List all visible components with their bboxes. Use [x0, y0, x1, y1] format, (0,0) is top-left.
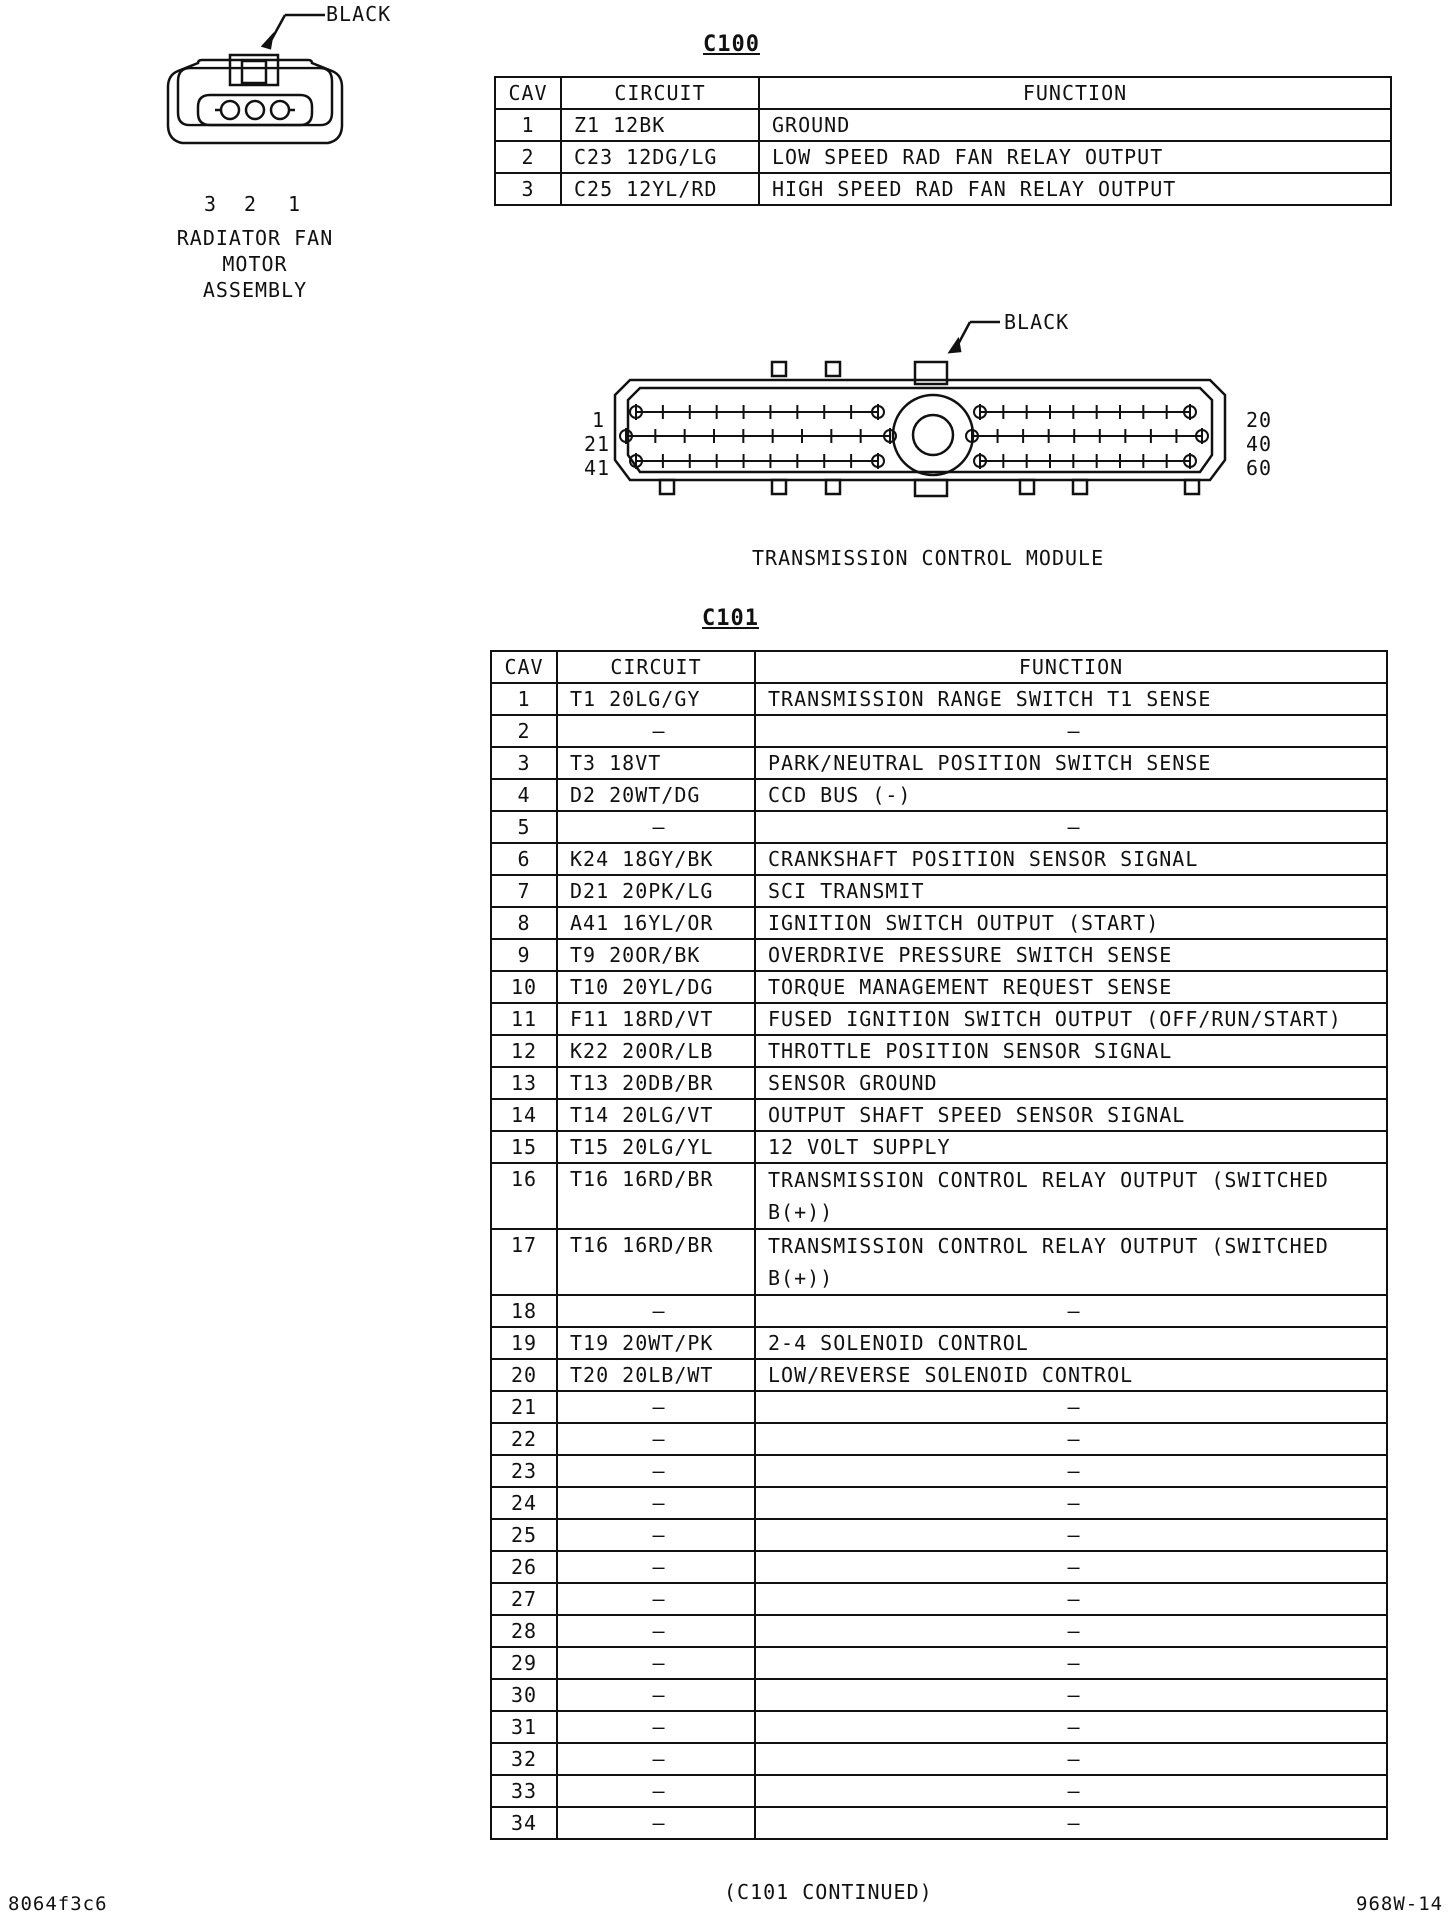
table-row	[491, 1163, 1387, 1229]
c100-title: C100	[703, 32, 760, 57]
tcm-connector-name: TRANSMISSION CONTROL MODULE	[752, 546, 1105, 570]
function-cell: TRANSMISSION RANGE SWITCH T1 SENSE	[755, 683, 1387, 715]
cav-cell: 17	[491, 1229, 557, 1295]
cav-cell: 14	[491, 1099, 557, 1131]
circuit-cell: T14 20LG/VT	[557, 1099, 755, 1131]
table-row	[491, 1003, 1387, 1035]
circuit-cell: T3 18VT	[557, 747, 755, 779]
table-row	[495, 141, 1391, 173]
fan-pin-3: 3	[204, 192, 218, 216]
circuit-cell: –	[557, 1455, 755, 1487]
function-cell: –	[755, 1487, 1387, 1519]
tcm-left-pin-41: 41	[584, 456, 611, 480]
table-row	[491, 683, 1387, 715]
cav-cell: 7	[491, 875, 557, 907]
tcm-right-pin-20: 20	[1246, 408, 1273, 432]
cav-cell: 8	[491, 907, 557, 939]
table-row	[491, 1743, 1387, 1775]
function-cell: SENSOR GROUND	[755, 1067, 1387, 1099]
circuit-cell: T16 16RD/BR	[557, 1229, 755, 1295]
circuit-cell: –	[557, 1423, 755, 1455]
c100-table	[494, 76, 1392, 206]
cav-cell: 21	[491, 1391, 557, 1423]
cav-cell: 2	[491, 715, 557, 747]
function-cell: THROTTLE POSITION SENSOR SIGNAL	[755, 1035, 1387, 1067]
function-cell: FUSED IGNITION SWITCH OUTPUT (OFF/RUN/START)	[755, 1003, 1387, 1035]
table-row	[491, 1455, 1387, 1487]
function-cell: TRANSMISSION CONTROL RELAY OUTPUT (SWITCHED B(+))	[755, 1163, 1387, 1229]
column-header: CAV	[495, 77, 561, 109]
circuit-cell: T16 16RD/BR	[557, 1163, 755, 1229]
table-row	[491, 1807, 1387, 1839]
function-cell: GROUND	[759, 109, 1391, 141]
circuit-cell: C25 12YL/RD	[561, 173, 759, 205]
circuit-cell: F11 18RD/VT	[557, 1003, 755, 1035]
fan-pin-2: 2	[244, 192, 258, 216]
table-row	[491, 1551, 1387, 1583]
function-cell: TORQUE MANAGEMENT REQUEST SENSE	[755, 971, 1387, 1003]
table-row	[495, 173, 1391, 205]
circuit-cell: –	[557, 1487, 755, 1519]
cav-cell: 3	[495, 173, 561, 205]
function-cell: –	[755, 1391, 1387, 1423]
table-row	[491, 811, 1387, 843]
cav-cell: 22	[491, 1423, 557, 1455]
circuit-cell: K24 18GY/BK	[557, 843, 755, 875]
circuit-cell: –	[557, 1551, 755, 1583]
circuit-cell: T10 20YL/DG	[557, 971, 755, 1003]
circuit-cell: –	[557, 1295, 755, 1327]
cav-cell: 4	[491, 779, 557, 811]
circuit-cell: Z1 12BK	[561, 109, 759, 141]
footer-left-code: 8064f3c6	[8, 1893, 108, 1915]
function-cell: –	[755, 715, 1387, 747]
table-row	[495, 109, 1391, 141]
table-row	[491, 747, 1387, 779]
function-cell: IGNITION SWITCH OUTPUT (START)	[755, 907, 1387, 939]
function-cell: SCI TRANSMIT	[755, 875, 1387, 907]
table-row	[491, 1099, 1387, 1131]
fan-pin-1: 1	[288, 192, 302, 216]
table-row	[491, 1391, 1387, 1423]
circuit-cell: K22 20OR/LB	[557, 1035, 755, 1067]
fan-connector-name-line-2: MOTOR	[222, 252, 288, 276]
function-cell: PARK/NEUTRAL POSITION SWITCH SENSE	[755, 747, 1387, 779]
function-cell: LOW SPEED RAD FAN RELAY OUTPUT	[759, 141, 1391, 173]
fan-connector-name-line-3: ASSEMBLY	[202, 278, 308, 302]
function-cell: –	[755, 1423, 1387, 1455]
cav-cell: 31	[491, 1711, 557, 1743]
tcm-left-pin-21: 21	[584, 432, 611, 456]
function-cell: –	[755, 811, 1387, 843]
cav-cell: 12	[491, 1035, 557, 1067]
tcm-connector-color-label: BLACK	[1004, 310, 1070, 334]
function-cell: –	[755, 1775, 1387, 1807]
table-row	[491, 1035, 1387, 1067]
function-cell: –	[755, 1295, 1387, 1327]
function-cell: –	[755, 1711, 1387, 1743]
circuit-cell: D21 20PK/LG	[557, 875, 755, 907]
function-cell: –	[755, 1743, 1387, 1775]
function-cell: OUTPUT SHAFT SPEED SENSOR SIGNAL	[755, 1099, 1387, 1131]
cav-cell: 1	[491, 683, 557, 715]
circuit-cell: T1 20LG/GY	[557, 683, 755, 715]
footer-right-code: 968W-14	[1356, 1893, 1444, 1915]
cav-cell: 9	[491, 939, 557, 971]
cav-cell: 25	[491, 1519, 557, 1551]
circuit-cell: –	[557, 1391, 755, 1423]
function-cell: –	[755, 1583, 1387, 1615]
circuit-cell: –	[557, 1743, 755, 1775]
table-row	[491, 1359, 1387, 1391]
cav-cell: 13	[491, 1067, 557, 1099]
tcm-left-pin-1: 1	[592, 408, 606, 432]
c101-table	[490, 650, 1388, 1840]
cav-cell: 27	[491, 1583, 557, 1615]
cav-cell: 19	[491, 1327, 557, 1359]
table-row	[491, 1647, 1387, 1679]
cav-cell: 15	[491, 1131, 557, 1163]
cav-cell: 24	[491, 1487, 557, 1519]
cav-cell: 16	[491, 1163, 557, 1229]
function-cell: –	[755, 1519, 1387, 1551]
table-row	[491, 1131, 1387, 1163]
circuit-cell: –	[557, 1519, 755, 1551]
column-header: FUNCTION	[759, 77, 1391, 109]
function-cell: –	[755, 1807, 1387, 1839]
column-header: CAV	[491, 651, 557, 683]
circuit-cell: C23 12DG/LG	[561, 141, 759, 173]
cav-cell: 29	[491, 1647, 557, 1679]
circuit-cell: –	[557, 1775, 755, 1807]
column-header: CIRCUIT	[561, 77, 759, 109]
cav-cell: 10	[491, 971, 557, 1003]
c100-table-body	[495, 77, 1391, 205]
table-row	[491, 1423, 1387, 1455]
function-cell: OVERDRIVE PRESSURE SWITCH SENSE	[755, 939, 1387, 971]
table-row	[491, 1295, 1387, 1327]
function-cell: –	[755, 1551, 1387, 1583]
tcm-right-pin-40: 40	[1246, 432, 1273, 456]
table-row	[491, 843, 1387, 875]
table-row	[491, 939, 1387, 971]
table-row	[491, 1487, 1387, 1519]
circuit-cell: T20 20LB/WT	[557, 1359, 755, 1391]
cav-cell: 5	[491, 811, 557, 843]
cav-cell: 32	[491, 1743, 557, 1775]
circuit-cell: –	[557, 1583, 755, 1615]
table-header-row	[491, 651, 1387, 683]
circuit-cell: A41 16YL/OR	[557, 907, 755, 939]
function-cell: TRANSMISSION CONTROL RELAY OUTPUT (SWITCHED B(+))	[755, 1229, 1387, 1295]
cav-cell: 2	[495, 141, 561, 173]
function-cell: LOW/REVERSE SOLENOID CONTROL	[755, 1359, 1387, 1391]
table-row	[491, 715, 1387, 747]
table-row	[491, 875, 1387, 907]
function-cell: –	[755, 1455, 1387, 1487]
fan-connector-name-line-1: RADIATOR FAN	[176, 226, 334, 250]
cav-cell: 33	[491, 1775, 557, 1807]
c101-continued-note: (C101 CONTINUED)	[724, 1880, 933, 1904]
table-row	[491, 1229, 1387, 1295]
circuit-cell: T19 20WT/PK	[557, 1327, 755, 1359]
function-cell: 12 VOLT SUPPLY	[755, 1131, 1387, 1163]
circuit-cell: –	[557, 1615, 755, 1647]
table-row	[491, 1615, 1387, 1647]
cav-cell: 6	[491, 843, 557, 875]
table-row	[491, 1327, 1387, 1359]
cav-cell: 30	[491, 1679, 557, 1711]
cav-cell: 28	[491, 1615, 557, 1647]
table-row	[491, 1583, 1387, 1615]
cav-cell: 26	[491, 1551, 557, 1583]
circuit-cell: D2 20WT/DG	[557, 779, 755, 811]
function-cell: –	[755, 1615, 1387, 1647]
table-row	[491, 971, 1387, 1003]
circuit-cell: –	[557, 811, 755, 843]
column-header: FUNCTION	[755, 651, 1387, 683]
cav-cell: 34	[491, 1807, 557, 1839]
cav-cell: 18	[491, 1295, 557, 1327]
function-cell: –	[755, 1647, 1387, 1679]
c101-table-body	[491, 651, 1387, 1839]
table-row	[491, 907, 1387, 939]
column-header: CIRCUIT	[557, 651, 755, 683]
table-header-row	[495, 77, 1391, 109]
function-cell: 2-4 SOLENOID CONTROL	[755, 1327, 1387, 1359]
tcm-connector-drawing	[600, 300, 1240, 520]
circuit-cell: T9 20OR/BK	[557, 939, 755, 971]
circuit-cell: –	[557, 1807, 755, 1839]
tcm-right-pin-60: 60	[1246, 456, 1273, 480]
function-cell: –	[755, 1679, 1387, 1711]
cav-cell: 11	[491, 1003, 557, 1035]
table-row	[491, 1067, 1387, 1099]
table-row	[491, 1679, 1387, 1711]
fan-connector-color-label: BLACK	[326, 2, 392, 26]
cav-cell: 1	[495, 109, 561, 141]
circuit-cell: –	[557, 1647, 755, 1679]
circuit-cell: –	[557, 715, 755, 747]
cav-cell: 20	[491, 1359, 557, 1391]
cav-cell: 23	[491, 1455, 557, 1487]
table-row	[491, 1711, 1387, 1743]
circuit-cell: T15 20LG/YL	[557, 1131, 755, 1163]
cav-cell: 3	[491, 747, 557, 779]
table-row	[491, 779, 1387, 811]
function-cell: HIGH SPEED RAD FAN RELAY OUTPUT	[759, 173, 1391, 205]
circuit-cell: –	[557, 1711, 755, 1743]
function-cell: CCD BUS (-)	[755, 779, 1387, 811]
c101-title: C101	[702, 606, 759, 631]
table-row	[491, 1775, 1387, 1807]
circuit-cell: T13 20DB/BR	[557, 1067, 755, 1099]
fan-connector-drawing	[160, 0, 380, 150]
circuit-cell: –	[557, 1679, 755, 1711]
table-row	[491, 1519, 1387, 1551]
function-cell: CRANKSHAFT POSITION SENSOR SIGNAL	[755, 843, 1387, 875]
